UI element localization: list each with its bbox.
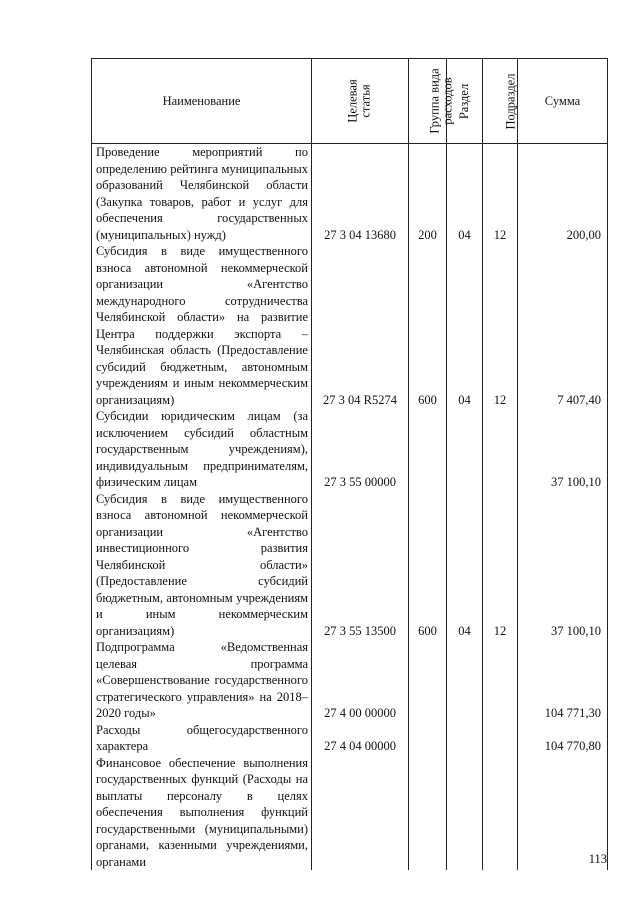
row-section: 04	[447, 491, 483, 640]
row-section	[447, 755, 483, 871]
header-sum: Сумма	[518, 59, 608, 144]
row-expense-group	[409, 408, 447, 491]
header-subsection: Подраздел	[483, 59, 518, 144]
header-target-article: Целевая статья	[312, 59, 409, 144]
table-row	[92, 755, 608, 871]
row-target-article	[312, 755, 409, 871]
row-section: 04	[447, 144, 483, 244]
row-name: Субсидии юридическим лицам (за исключением субсидий областным государственным учреждениям), индивидуальным предпринимателям, физическим лицам	[92, 408, 312, 491]
row-expense-group: 600	[409, 491, 447, 640]
header-expense-group: Группа вида расходов	[409, 59, 447, 144]
table-row	[92, 408, 608, 491]
row-sum: 104 771,30	[518, 639, 608, 722]
row-expense-group: 200	[409, 144, 447, 244]
row-target-article: 27 4 04 00000	[312, 722, 409, 755]
table-row	[92, 639, 608, 722]
row-expense-group	[409, 755, 447, 871]
row-section	[447, 639, 483, 722]
budget-table	[91, 58, 608, 870]
row-name: Подпрограмма «Ведомственная целевая программа «Совершенствование государственного стратегического управления» на 2018–2020 годы»	[92, 639, 312, 722]
row-sum: 104 770,80	[518, 722, 608, 755]
table-row	[92, 722, 608, 755]
row-target-article: 27 3 55 00000	[312, 408, 409, 491]
row-expense-group: 600	[409, 243, 447, 408]
row-section: 04	[447, 243, 483, 408]
row-name: Субсидия в виде имущественного взноса автономной некоммерческой организации «Агентство международного сотрудничества Челябинской области» на развитие Центра поддержки экспорта – Челябинская область (Предоставление субсидий бюджетным, автономным учреждениям и иным некоммерческим организациям)	[92, 243, 312, 408]
row-subsection	[483, 722, 518, 755]
row-subsection	[483, 408, 518, 491]
row-name: Расходы общегосударственного характера	[92, 722, 312, 755]
row-target-article: 27 3 04 13680	[312, 144, 409, 244]
table-row	[92, 243, 608, 408]
row-section	[447, 722, 483, 755]
row-sum: 37 100,10	[518, 408, 608, 491]
row-target-article: 27 3 04 R5274	[312, 243, 409, 408]
table-header-row	[92, 59, 608, 144]
row-target-article: 27 3 55 13500	[312, 491, 409, 640]
header-section: Раздел	[447, 59, 483, 144]
row-expense-group	[409, 639, 447, 722]
header-name: Наименование	[92, 59, 312, 144]
row-sum: 7 407,40	[518, 243, 608, 408]
table-row	[92, 491, 608, 640]
row-section	[447, 408, 483, 491]
row-subsection: 12	[483, 144, 518, 244]
row-name: Субсидия в виде имущественного взноса автономной некоммерческой организации «Агентство инвестиционного развития Челябинской области» (Предоставление субсидий бюджетным, автономным учреждениям и иным некоммерческим организациям)	[92, 491, 312, 640]
row-sum: 200,00	[518, 144, 608, 244]
row-subsection: 12	[483, 243, 518, 408]
row-name: Проведение мероприятий по определению рейтинга муниципальных образований Челябинской области (Закупка товаров, работ и услуг для обеспечения государственных (муниципальных) нужд)	[92, 144, 312, 244]
row-name: Финансовое обеспечение выполнения государственных функций (Расходы на выплаты персоналу в целях обеспечения выполнения функций государственными (муниципальными) органами, казенными учреждениями, органами	[92, 755, 312, 871]
table-row	[92, 144, 608, 244]
page-number: 113	[588, 852, 607, 866]
row-subsection	[483, 755, 518, 871]
row-expense-group	[409, 722, 447, 755]
row-target-article: 27 4 00 00000	[312, 639, 409, 722]
row-sum: 37 100,10	[518, 491, 608, 640]
row-subsection: 12	[483, 491, 518, 640]
row-subsection	[483, 639, 518, 722]
